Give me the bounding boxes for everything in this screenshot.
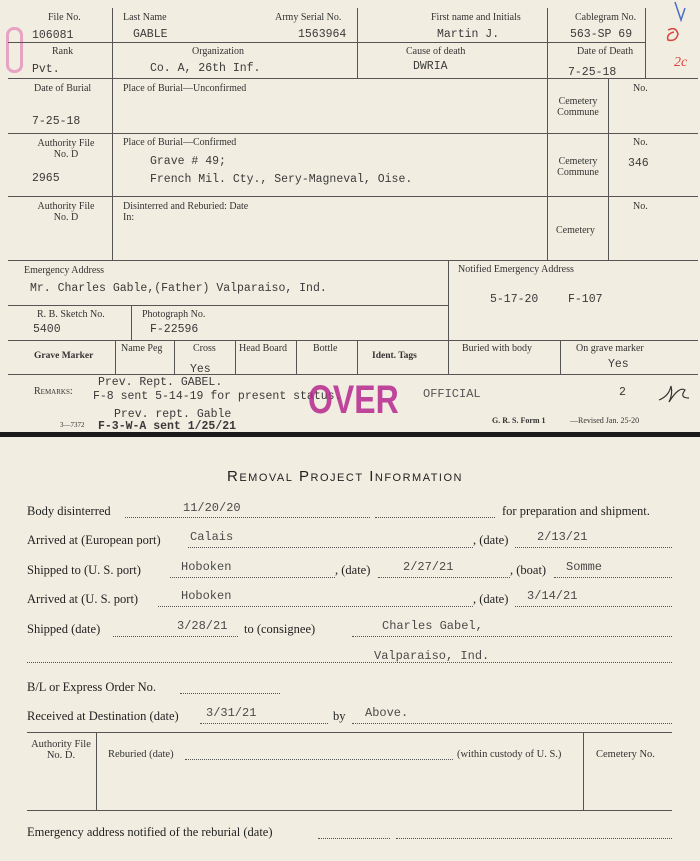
official-label: OFFICIAL (423, 387, 481, 401)
organization-value: Co. A, 26th Inf. (150, 62, 261, 75)
arrived-us-value: Hoboken (181, 589, 232, 603)
arrived-european-label: Arrived at (European port) (27, 533, 161, 547)
on-grave-marker-value: Yes (608, 358, 629, 371)
signature-mark (655, 378, 695, 408)
received-by-label: by (333, 709, 346, 723)
pink-stamp-mark (6, 27, 23, 73)
shipped-to-date: 2/27/21 (403, 560, 454, 574)
last-name-value: GABLE (133, 28, 168, 41)
cablegram-value: 563-SP 69 (570, 28, 633, 41)
consignee-line2: Valparaiso, Ind. (374, 649, 490, 663)
remarks-label: Remarks: (34, 386, 73, 397)
no-label-3: No. (633, 201, 648, 212)
photograph-value: F-22596 (150, 323, 199, 336)
received-by-value: Above. (365, 706, 409, 720)
reburied-authority-label: Authority File No. D. (31, 739, 91, 761)
body-disinterred-value: 11/20/20 (183, 501, 241, 515)
shipped-date-value: 3/28/21 (177, 619, 228, 633)
date-of-burial-value: 7-25-18 (32, 115, 81, 128)
last-name-label: Last Name (123, 12, 167, 23)
arrived-us-date-label: , (date) (473, 592, 509, 606)
shipped-to-label: Shipped to (U. S. port) (27, 563, 141, 577)
first-name-value: Martin J. (437, 28, 500, 41)
buried-with-body-label: Buried with body (462, 343, 532, 354)
arrived-us-date: 3/14/21 (527, 589, 578, 603)
army-serial-value: 1563964 (298, 28, 347, 41)
received-value: 3/31/21 (206, 706, 257, 720)
received-label: Received at Destination (date) (27, 709, 179, 723)
rb-sketch-value: 5400 (33, 323, 61, 336)
name-peg-label: Name Peg (121, 343, 163, 354)
on-grave-marker-label: On grave marker (576, 343, 644, 354)
cemetery-no-label: Cemetery No. (596, 749, 655, 760)
remarks-line3: Prev. rept. Gable (114, 408, 232, 421)
burial-confirmed-line2: French Mil. Cty., Sery-Magneval, Oise. (150, 173, 413, 186)
no-label-1: No. (633, 83, 648, 94)
body-disinterred-label: Body disinterred (27, 504, 111, 518)
organization-label: Organization (192, 46, 245, 57)
cablegram-label: Cablegram No. (575, 12, 637, 23)
remarks-line1: Prev. Rept. GABEL. (98, 376, 223, 389)
shipped-to-boat-label: , (boat) (510, 563, 547, 577)
file-no-value: 106081 (32, 29, 74, 42)
head-board-label: Head Board (239, 343, 288, 354)
consignee-label: to (consignee) (244, 622, 316, 636)
cross-label: Cross (193, 343, 216, 354)
bottle-label: Bottle (313, 343, 338, 354)
first-name-label: First name and Initials (431, 12, 521, 23)
shipped-to-value: Hoboken (181, 560, 232, 574)
cemetery-label: Cemetery (556, 225, 595, 236)
form-number: G. R. S. Form 1 (492, 416, 546, 425)
ident-tags-label: Ident. Tags (372, 351, 417, 361)
arrived-european-date: 2/13/21 (537, 530, 588, 544)
remarks-line4: F-3-W-A sent 1/25/21 (98, 420, 237, 433)
removal-project-card (0, 437, 700, 861)
arrived-european-value: Calais (190, 530, 234, 544)
arrived-us-label: Arrived at (U. S. port) (27, 592, 139, 606)
authority-label-2: Authority File No. D (37, 201, 95, 223)
removal-title: Removal Project Information (227, 468, 463, 485)
authority-label-1: Authority File No. D (37, 138, 95, 160)
cause-of-death-value: DWRIA (413, 60, 448, 73)
cemetery-commune-label-2: Cemetery Commune (557, 156, 599, 178)
date-of-burial-label: Date of Burial (34, 83, 92, 94)
body-disinterred-suffix: for preparation and shipment. (502, 504, 650, 518)
emergency-reburial-label: Emergency address notified of the reburial (date) (27, 825, 273, 839)
confirmed-no-value: 346 (628, 157, 649, 170)
bl-label: B/L or Express Order No. (27, 680, 157, 694)
rank-value: Pvt. (32, 63, 60, 76)
no-label-2: No. (633, 137, 648, 148)
burial-confirmed-label: Place of Burial—Confirmed (123, 137, 237, 148)
notified-date-value: 5-17-20 (490, 293, 539, 306)
shipped-to-boat: Somme (566, 560, 603, 574)
arrived-european-date-label: , (date) (473, 533, 509, 547)
authority-value: 2965 (32, 172, 60, 185)
cemetery-commune-label-1: Cemetery Commune (557, 96, 599, 118)
consignee-value: Charles Gabel, (382, 619, 483, 633)
disinterred-in-label: In: (123, 212, 135, 223)
photograph-label: Photograph No. (142, 309, 206, 320)
burial-unconfirmed-label: Place of Burial—Unconfirmed (123, 83, 247, 94)
custody-label: (within custody of U. S.) (457, 749, 562, 760)
emergency-address-value: Mr. Charles Gable,(Father) Valparaiso, Ind. (30, 282, 327, 295)
form-code: 3—7372 (60, 421, 85, 429)
date-of-death-label: Date of Death (577, 46, 634, 57)
army-serial-label: Army Serial No. (275, 12, 342, 23)
burial-confirmed-line1: Grave # 49; (150, 155, 226, 168)
over-stamp: OVER (308, 378, 399, 422)
remarks-line2: F-8 sent 5-14-19 for present status. (93, 390, 342, 403)
disinterred-label: Disinterred and Reburied: Date (123, 201, 249, 212)
reburied-date-label: Reburied (date) (108, 749, 174, 760)
notified-emergency-label: Notified Emergency Address (458, 264, 574, 275)
date-of-death-value: 7-25-18 (568, 66, 617, 79)
emergency-address-label: Emergency Address (24, 265, 105, 276)
grave-marker-label: Grave Marker (34, 351, 94, 361)
corner-annotation: 2c (674, 55, 688, 70)
official-number: 2 (619, 386, 626, 399)
rank-label: Rank (52, 46, 74, 57)
file-no-label: File No. (48, 12, 81, 23)
cause-of-death-label: Cause of death (406, 46, 466, 57)
rb-sketch-label: R. B. Sketch No. (37, 309, 105, 320)
shipped-to-date-label: , (date) (335, 563, 371, 577)
notified-code-value: F-107 (568, 293, 603, 306)
shipped-date-label: Shipped (date) (27, 622, 101, 636)
cross-value: Yes (190, 363, 211, 376)
form-revised: —Revised Jan. 25-20 (570, 416, 640, 425)
